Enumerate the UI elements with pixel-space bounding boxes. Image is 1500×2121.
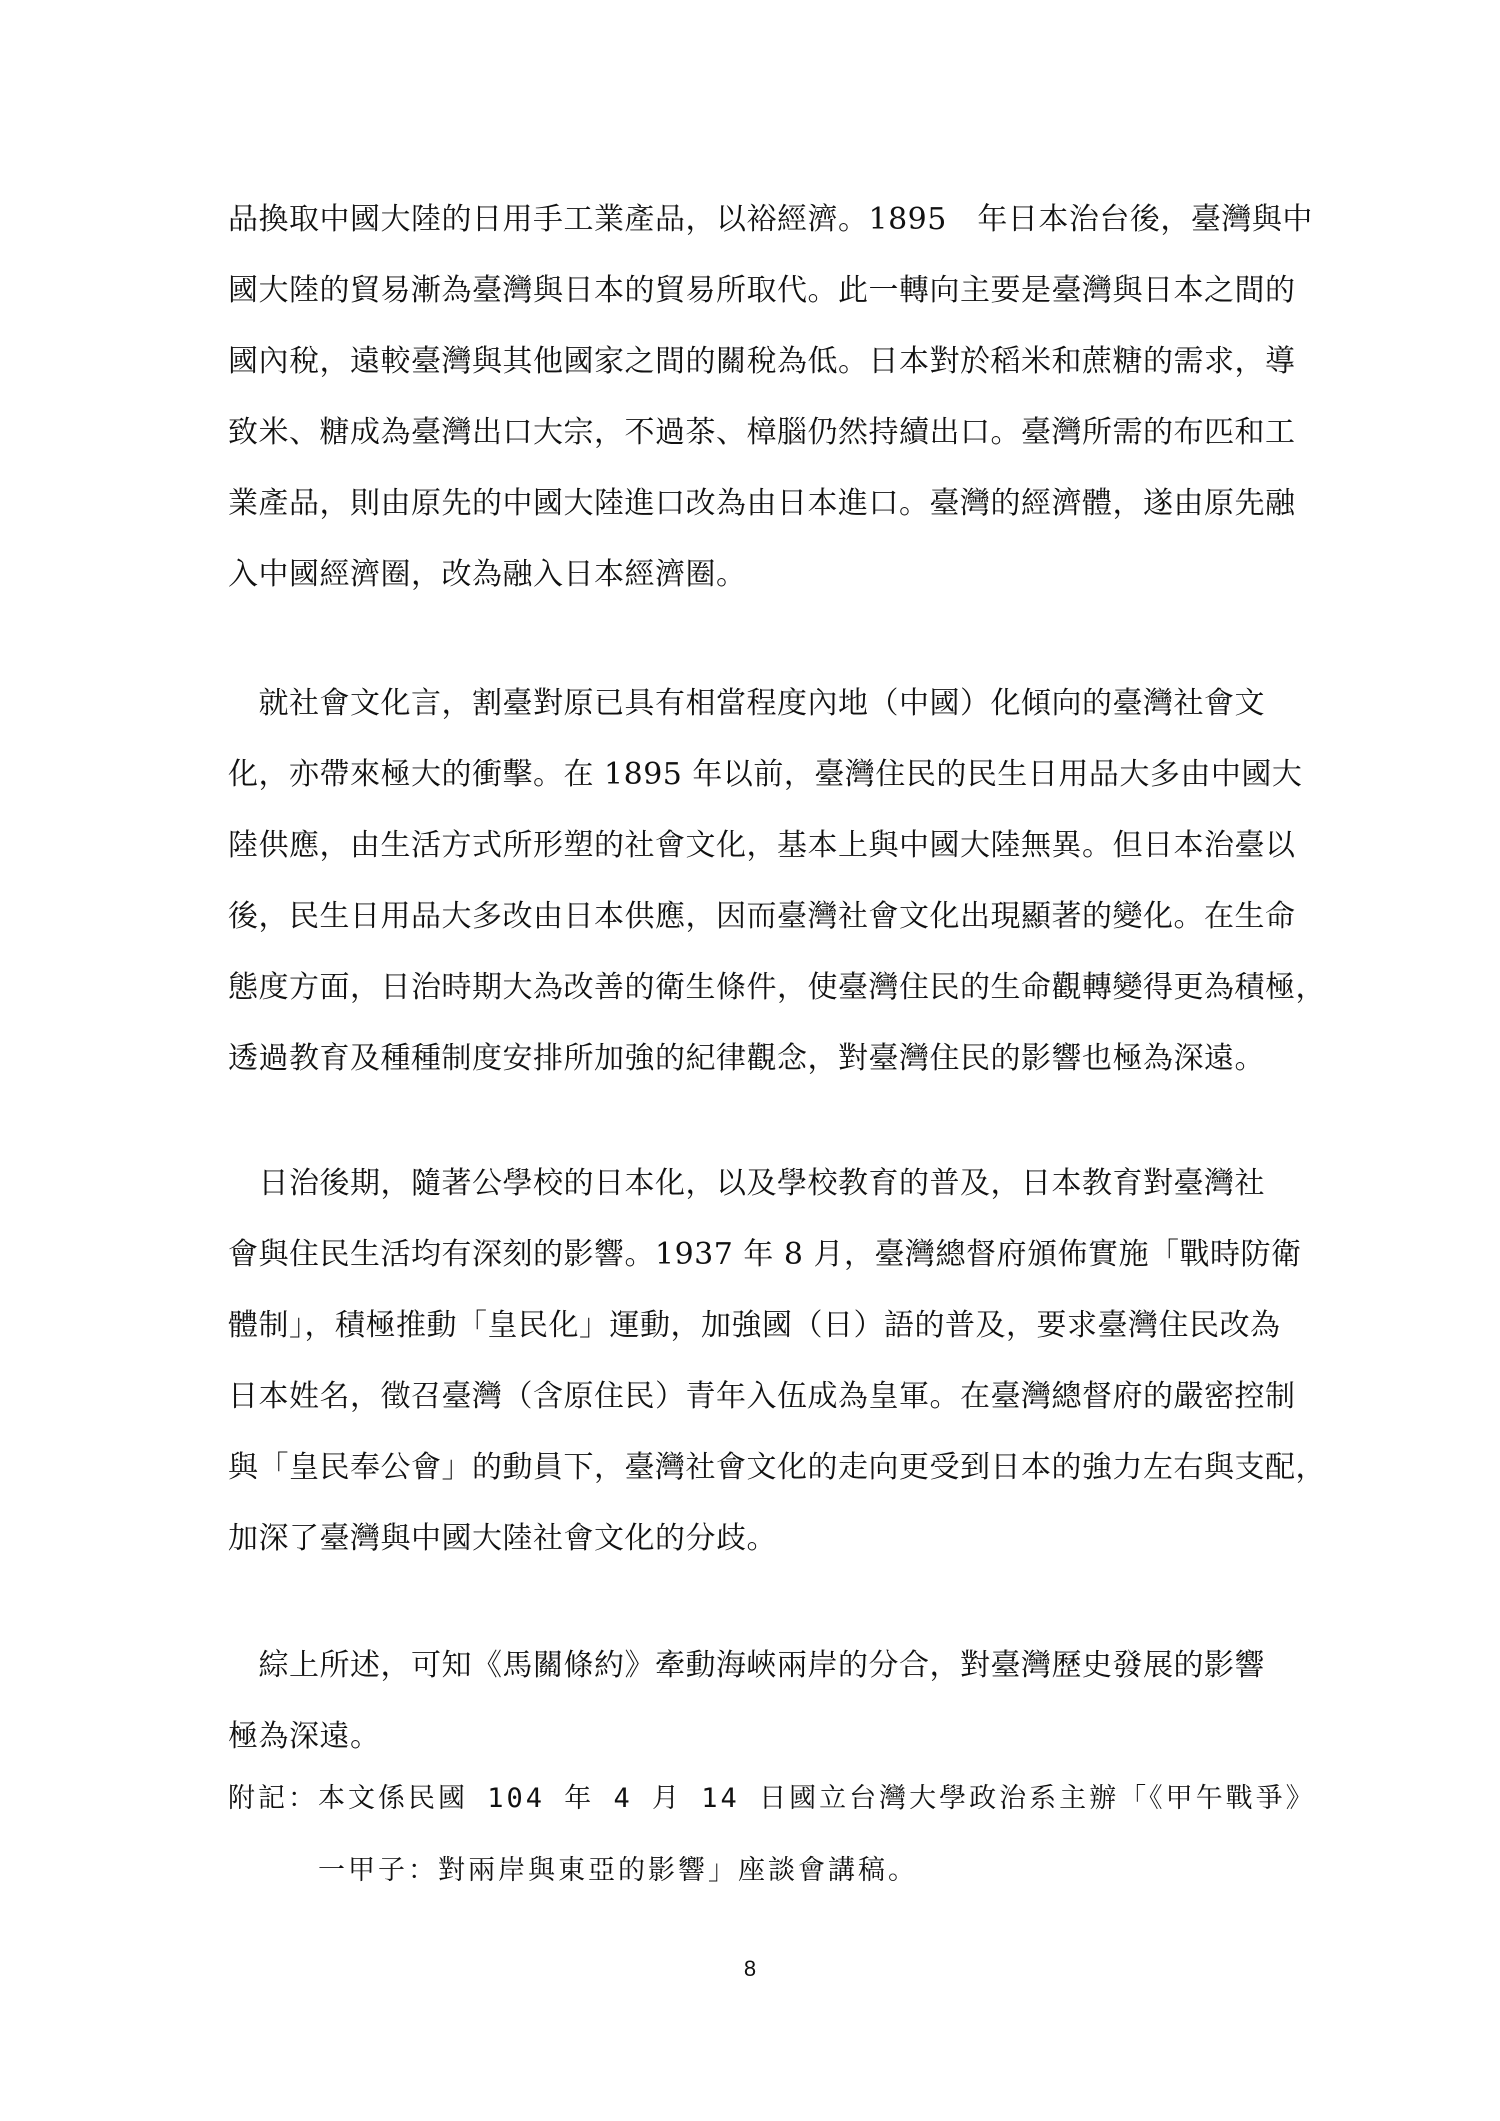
footnote-line-2: 一甲子：對兩岸與東亞的影響」座談會講稿。 <box>318 1855 918 1886</box>
text-line: 品換取中國大陸的日用手工業產品，以裕經濟。1895 年日本治台後，臺灣與中 <box>228 202 1313 237</box>
footnote-line-1: 附記：本文係民國 104 年 4 月 14 日國立台灣大學政治系主辦「《甲午戰爭》 <box>228 1783 1316 1814</box>
paragraph-society-culture <box>228 668 1326 1094</box>
text-line: 日治後期，隨著公學校的日本化，以及學校教育的普及，日本教育對臺灣社 <box>228 1166 1265 1201</box>
text-line: 國大陸的貿易漸為臺灣與日本的貿易所取代。此一轉向主要是臺灣與日本之間的 <box>228 273 1296 308</box>
page-number: 8 <box>743 1956 757 1981</box>
text-line: 業產品，則由原先的中國大陸進口改為由日本進口。臺灣的經濟體，遂由原先融 <box>228 486 1296 521</box>
text-line: 日本姓名，徵召臺灣（含原住民）青年入伍成為皇軍。在臺灣總督府的嚴密控制 <box>228 1379 1296 1414</box>
paragraph-late-japanese-rule <box>228 1148 1326 1574</box>
text-line: 國內稅，遠較臺灣與其他國家之間的關稅為低。日本對於稻米和蔗糖的需求，導 <box>228 344 1296 379</box>
text-line: 體制」，積極推動「皇民化」運動，加強國（日）語的普及，要求臺灣住民改為 <box>228 1308 1281 1343</box>
text-line: 與「皇民奉公會」的動員下，臺灣社會文化的走向更受到日本的強力左右與支配， <box>228 1450 1326 1485</box>
paragraph-economy <box>228 184 1313 610</box>
text-line: 會與住民生活均有深刻的影響。1937 年 8 月，臺灣總督府頒佈實施「戰時防衛 <box>228 1237 1302 1272</box>
text-line: 後，民生日用品大多改由日本供應，因而臺灣社會文化出現顯著的變化。在生命 <box>228 899 1296 934</box>
text-line: 入中國經濟圈，改為融入日本經濟圈。 <box>228 557 747 592</box>
text-line: 化，亦帶來極大的衝擊。在 1895 年以前，臺灣住民的民生日用品大多由中國大 <box>228 757 1303 792</box>
text-line: 綜上所述，可知《馬關條約》牽動海峽兩岸的分合，對臺灣歷史發展的影響 <box>228 1648 1265 1683</box>
text-line: 致米、糖成為臺灣出口大宗，不過茶、樟腦仍然持續出口。臺灣所需的布匹和工 <box>228 415 1296 450</box>
text-line: 透過教育及種種制度安排所加強的紀律觀念，對臺灣住民的影響也極為深遠。 <box>228 1041 1265 1076</box>
text-line: 極為深遠。 <box>228 1719 381 1754</box>
text-line: 陸供應，由生活方式所形塑的社會文化，基本上與中國大陸無異。但日本治臺以 <box>228 828 1296 863</box>
text-line: 態度方面，日治時期大為改善的衛生條件，使臺灣住民的生命觀轉變得更為積極， <box>228 970 1326 1005</box>
text-line: 加深了臺灣與中國大陸社會文化的分歧。 <box>228 1521 777 1556</box>
text-line: 就社會文化言，割臺對原已具有相當程度內地（中國）化傾向的臺灣社會文 <box>228 686 1265 721</box>
paragraph-conclusion <box>228 1630 1280 1772</box>
